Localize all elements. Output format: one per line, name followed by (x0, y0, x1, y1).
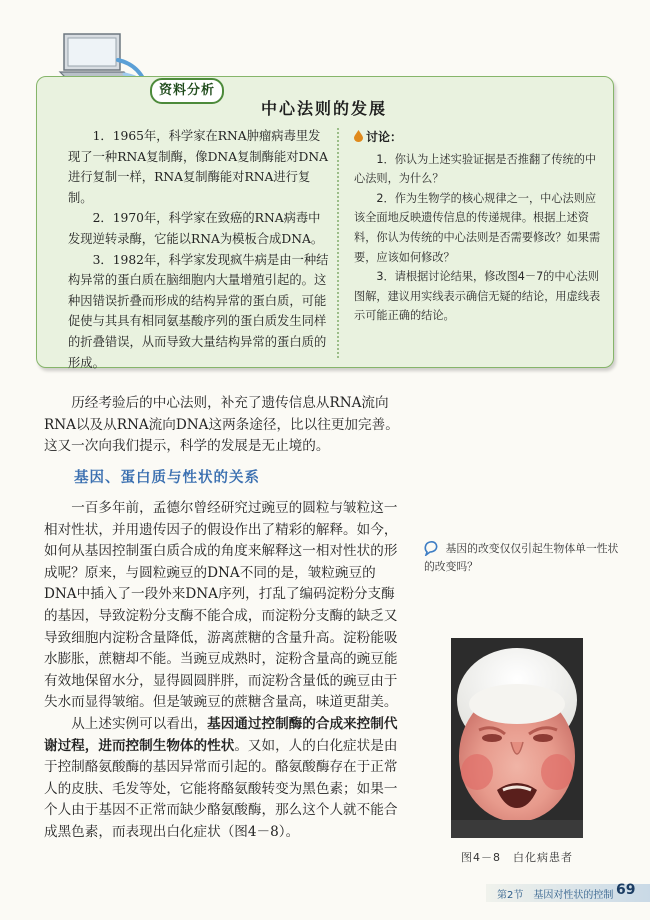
key-concept: 基因通过控制酶的合成来控制代谢过程，进而控制生物体的性状 (44, 715, 398, 754)
evidence-item: 1．1965年，科学家在RNA肿瘤病毒里发现了一种RNA复制酶，像DNA复制酶能对DNA进行复制一样，RNA复制酶能对RNA进行复制。 (68, 129, 329, 205)
section-heading: 基因、蛋白质与性状的关系 (74, 470, 260, 486)
figure-caption: 图4－8 白化病患者 (461, 851, 573, 864)
side-note (424, 540, 620, 576)
resource-analysis-tag: 资料分析 (150, 78, 224, 104)
section-body (44, 498, 400, 844)
discussion-item: 3．请根据讨论结果，修改图4－7的中心法则图解，建议用实线表示确信无疑的结论，用虚线表示可能正确的结论。 (354, 270, 601, 323)
body-paragraph (44, 714, 400, 844)
question-icon (424, 540, 438, 556)
discussion-item: 2．作为生物学的核心规律之一，中心法则应该全面地反映遗传信息的传递规律。根据上述资料，你认为传统的中心法则是否需要修改？如果需要，应该如何修改？ (354, 191, 601, 264)
evidence-item: 2．1970年，科学家在致癌的RNA病毒中发现逆转录酶，它能以RNA为模板合成DNA。 (68, 211, 324, 246)
drop-icon (354, 130, 363, 142)
page-number: 69 (616, 882, 636, 898)
evidence-item: 3．1982年，科学家发现疯牛病是由一种结构异常的蛋白质在脑细胞内大量增殖引起的。这种因错误折叠而形成的结构异常的蛋白质，可能促使与其具有相同氨基酸序列的蛋白质发生同样的折叠错误，从而导致大量结构异常的蛋白质的形成。 (68, 252, 329, 370)
evidence-list (68, 126, 330, 373)
box-title: 中心法则的发展 (260, 99, 387, 118)
discussion-item: 1．你认为上述实验证据是否推翻了传统的中心法则，为什么？ (354, 152, 597, 186)
intro-paragraph-block (44, 393, 400, 458)
albinism-patient-photo (451, 638, 583, 838)
footer-section-label: 第2节 基因对性状的控制 (497, 890, 614, 901)
text-run: 。又如，人的白化症状是由于控制酪氨酸酶的基因异常而引起的。酪氨酸酶存在于正常人的皮肤、毛发等处，它能将酪氨酸转变为黑色素；如果一个人由于基因不正常而缺少酪氨酸酶，那么这个人就不能合成黑色素，而表现出白化症状（图4－8）。 (44, 737, 398, 840)
dotted-divider (337, 128, 339, 358)
discussion-panel (354, 128, 602, 326)
discussion-heading-text: 讨论： (366, 130, 403, 144)
discussion-heading (354, 128, 602, 148)
text-run: 从上述实例可以看出， (71, 715, 208, 732)
intro-paragraph: 历经考验后的中心法则，补充了遗传信息从RNA流向RNA以及从RNA流向DNA这两条途径，比以往更加完善。这又一次向我们提示，科学的发展是无止境的。 (44, 395, 399, 455)
side-note-text: 基因的改变仅仅引起生物体单一性状的改变吗？ (424, 542, 619, 573)
body-paragraph: 一百多年前，孟德尔曾经研究过豌豆的圆粒与皱粒这一相对性状，并用遗传因子的假设作出了精彩的解释。如今，如何从基因控制蛋白质合成的角度来解释这一相对性状的形成呢？原来，与圆粒豌豆的DNA不同的是，皱粒豌豆的DNA中插入了一段外来DNA序列，打乱了编码淀粉分支酶的基因，导致淀粉分支酶不能合成，而淀粉分支酶的缺乏又导致细胞内淀粉含量降低，游离蔗糖的含量升高。淀粉能吸水膨胀，蔗糖却不能。当豌豆成熟时，淀粉含量高的豌豆能有效地保留水分，显得圆圆胖胖，而淀粉含量低的豌豆由于失水而显得皱缩。但是皱豌豆的蔗糖含量高，味道更甜美。 (44, 500, 398, 711)
